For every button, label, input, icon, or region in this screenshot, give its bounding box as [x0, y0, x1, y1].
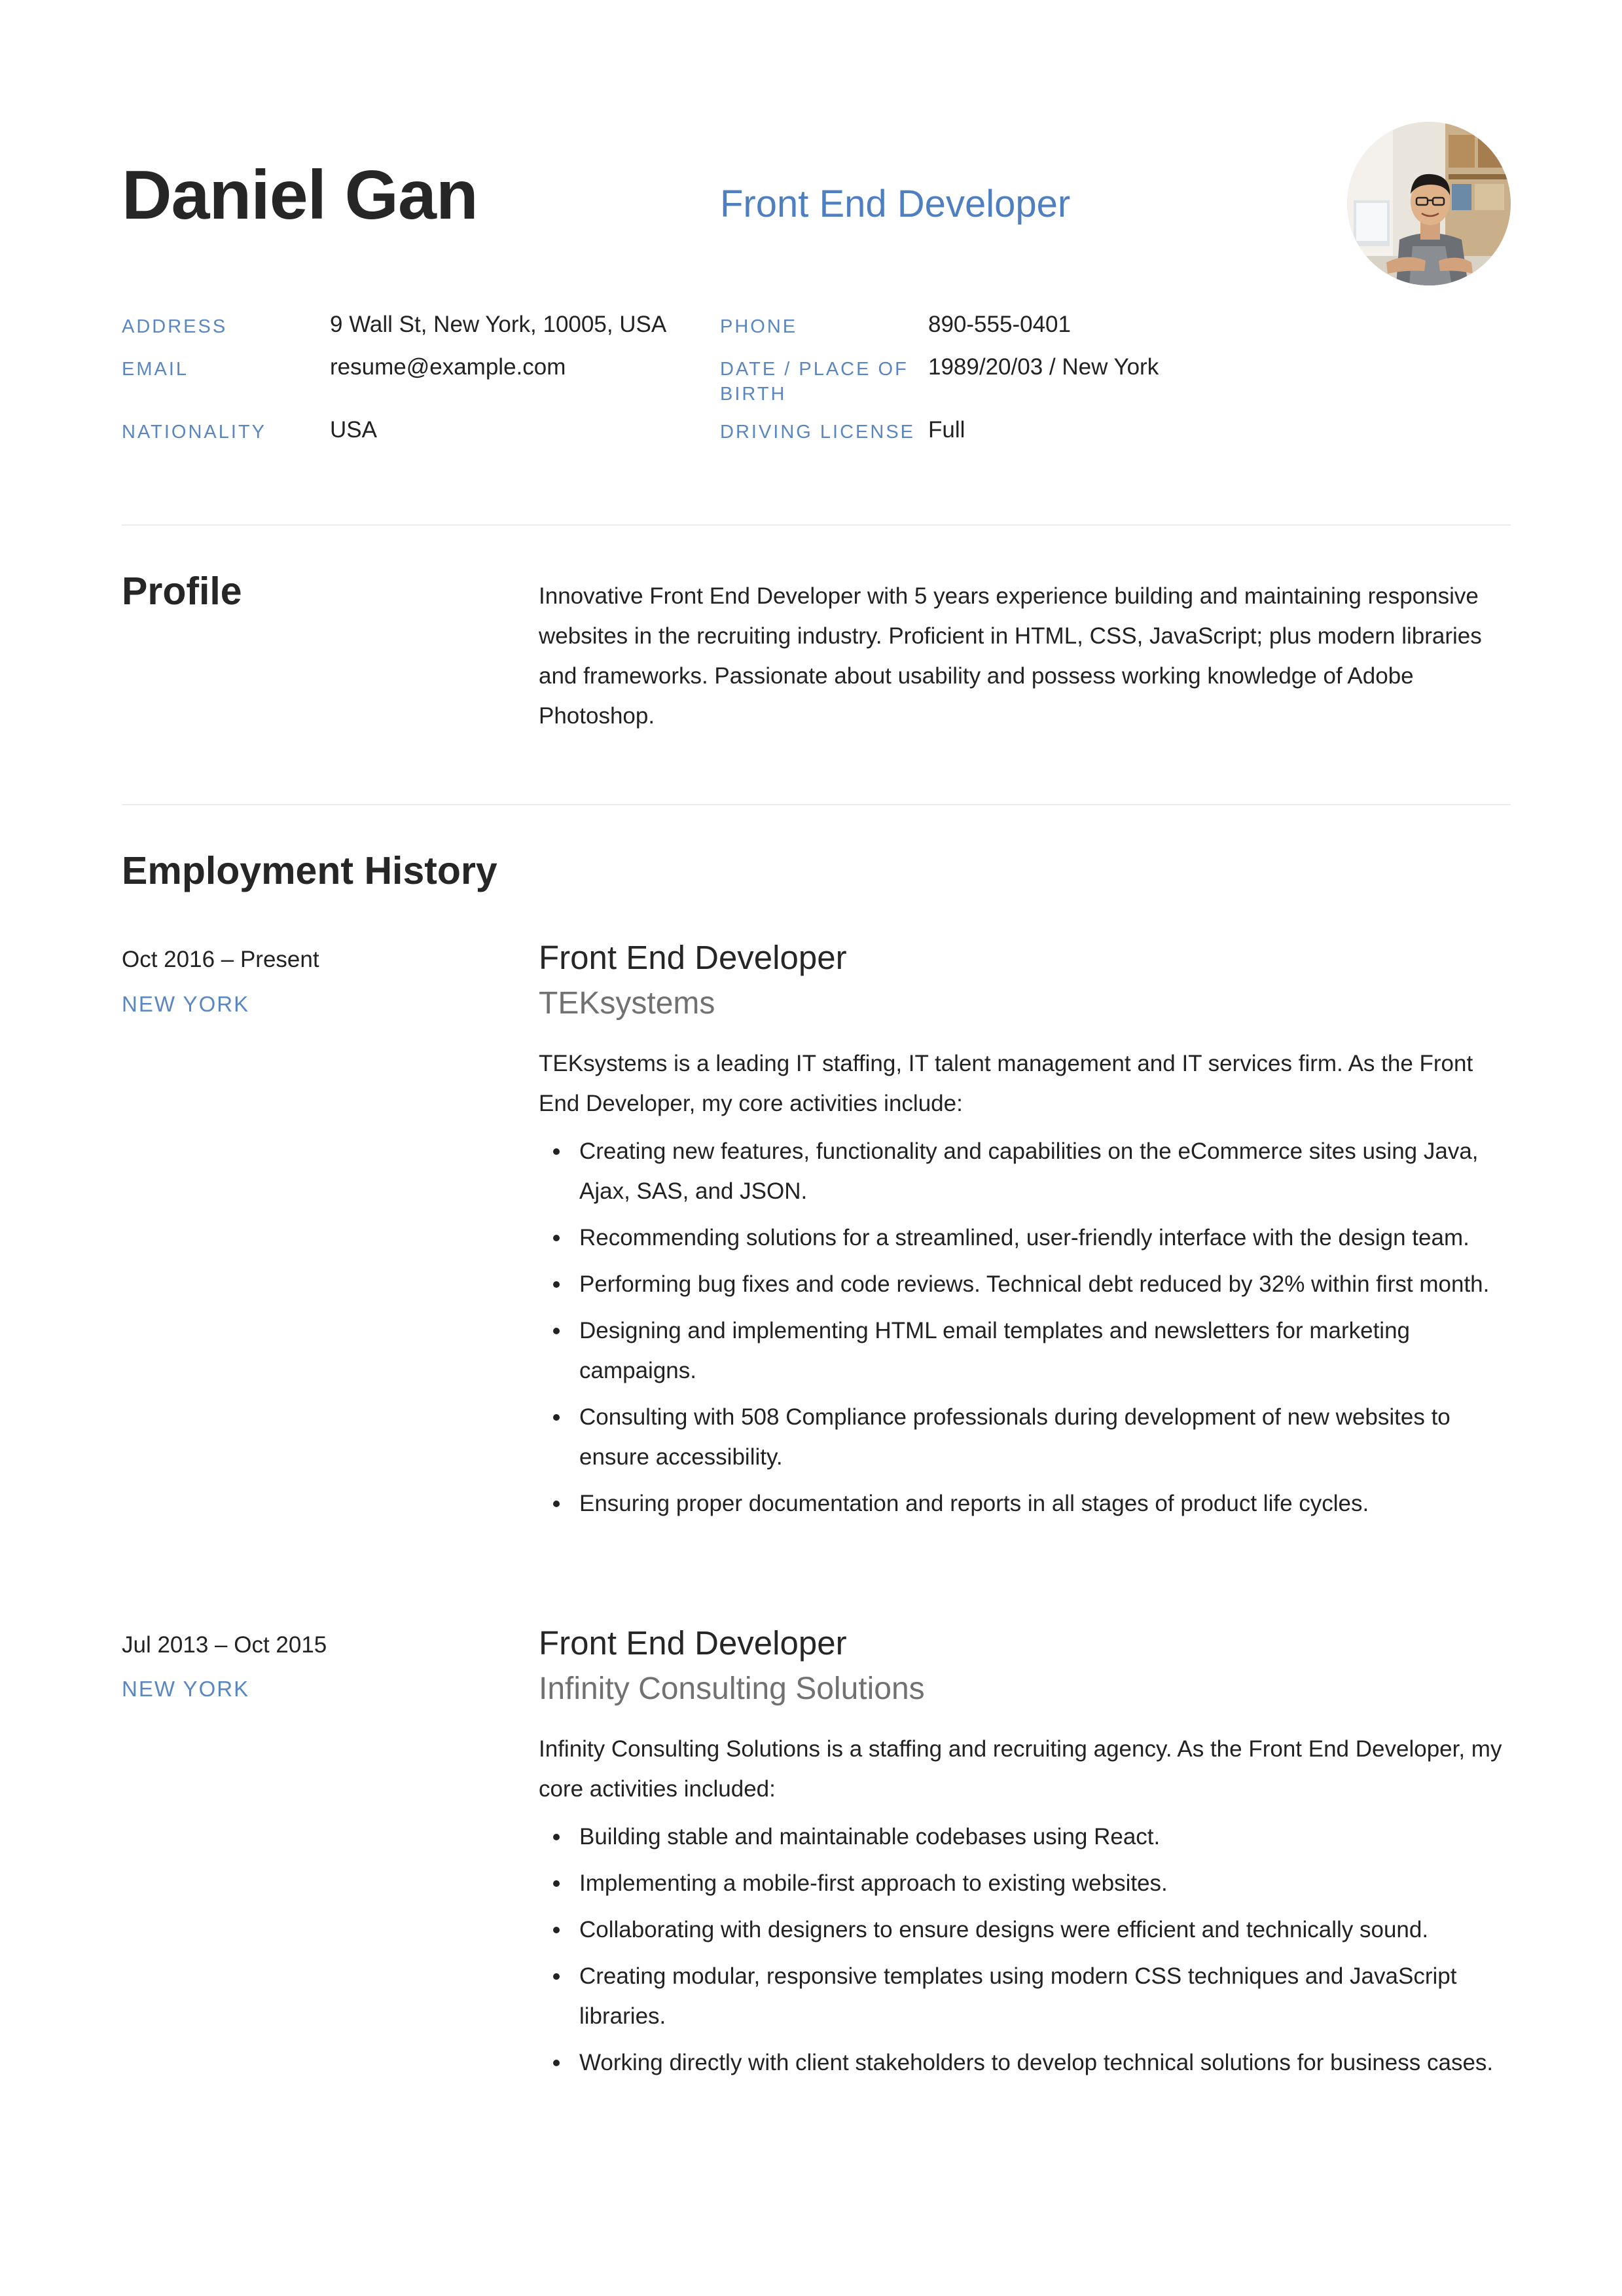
driving-license-value: Full [928, 417, 965, 443]
driving-license-label: DRIVING LICENSE [720, 422, 915, 443]
job-company: TEKsystems [539, 986, 715, 1021]
address-label: ADDRESS [122, 316, 228, 337]
list-item: Working directly with client stakeholders to develop technical solutions for business cases. [539, 2043, 1514, 2083]
nationality-value: USA [330, 417, 377, 443]
list-item: Performing bug fixes and code reviews. Technical debt reduced by 32% within first month. [539, 1264, 1514, 1304]
candidate-name: Daniel Gan [122, 156, 478, 234]
dob-label-line2: BIRTH [720, 384, 787, 405]
job-role: Front End Developer [539, 939, 847, 976]
job-bullet-list [539, 1131, 1514, 1530]
address-value: 9 Wall St, New York, 10005, USA [330, 312, 667, 337]
list-item: Collaborating with designers to ensure designs were efficient and technically sound. [539, 1910, 1514, 1950]
email-value[interactable]: resume@example.com [330, 354, 566, 380]
job-city: NEW YORK [122, 992, 250, 1016]
employment-heading: Employment History [122, 849, 497, 892]
phone-label: PHONE [720, 316, 798, 337]
nationality-label: NATIONALITY [122, 422, 266, 443]
list-item: Consulting with 508 Compliance professionals during development of new websites to ensure accessibility. [539, 1397, 1514, 1477]
list-item: Ensuring proper documentation and reports in all stages of product life cycles. [539, 1484, 1514, 1523]
list-item: Implementing a mobile-first approach to existing websites. [539, 1863, 1514, 1903]
job-dates: Jul 2013 – Oct 2015 [122, 1632, 327, 1658]
list-item: Building stable and maintainable codebases using React. [539, 1817, 1514, 1857]
dob-value: 1989/20/03 / New York [928, 354, 1159, 380]
list-item: Designing and implementing HTML email templates and newsletters for marketing campaigns. [539, 1311, 1514, 1391]
profile-summary: Innovative Front End Developer with 5 years experience building and maintaining responsive websites in the recruiting industry. Proficient in HTML, CSS, JavaScript; plus modern libraries and frameworks. Passionate about usability and possess working knowledge of Adobe Photoshop. [539, 583, 1482, 729]
job-company: Infinity Consulting Solutions [539, 1671, 925, 1706]
dob-label-line1: DATE / PLACE OF [720, 359, 909, 380]
divider-middle [122, 804, 1511, 805]
job-bullet-list [539, 1817, 1514, 2089]
job-role: Front End Developer [539, 1624, 847, 1662]
phone-value: 890-555-0401 [928, 312, 1071, 337]
list-item: Creating modular, responsive templates using modern CSS techniques and JavaScript libraries. [539, 1956, 1514, 2036]
job-city: NEW YORK [122, 1677, 250, 1701]
job-dates: Oct 2016 – Present [122, 947, 319, 972]
profile-photo [1347, 122, 1511, 285]
list-item: Creating new features, functionality and capabilities on the eCommerce sites using Java, Ajax, SAS, and JSON. [539, 1131, 1514, 1211]
profile-heading: Profile [122, 570, 242, 613]
email-label: EMAIL [122, 359, 189, 380]
divider-top [122, 524, 1511, 526]
list-item: Recommending solutions for a streamlined, user-friendly interface with the design team. [539, 1218, 1514, 1258]
profile-photo-illustration [1347, 122, 1511, 285]
candidate-title: Front End Developer [720, 183, 1071, 225]
job-description: TEKsystems is a leading IT staffing, IT talent management and IT services firm. As the Front End Developer, my core activities include: [539, 1051, 1473, 1116]
job-description: Infinity Consulting Solutions is a staffing and recruiting agency. As the Front End Developer, my core activities included: [539, 1736, 1502, 1802]
